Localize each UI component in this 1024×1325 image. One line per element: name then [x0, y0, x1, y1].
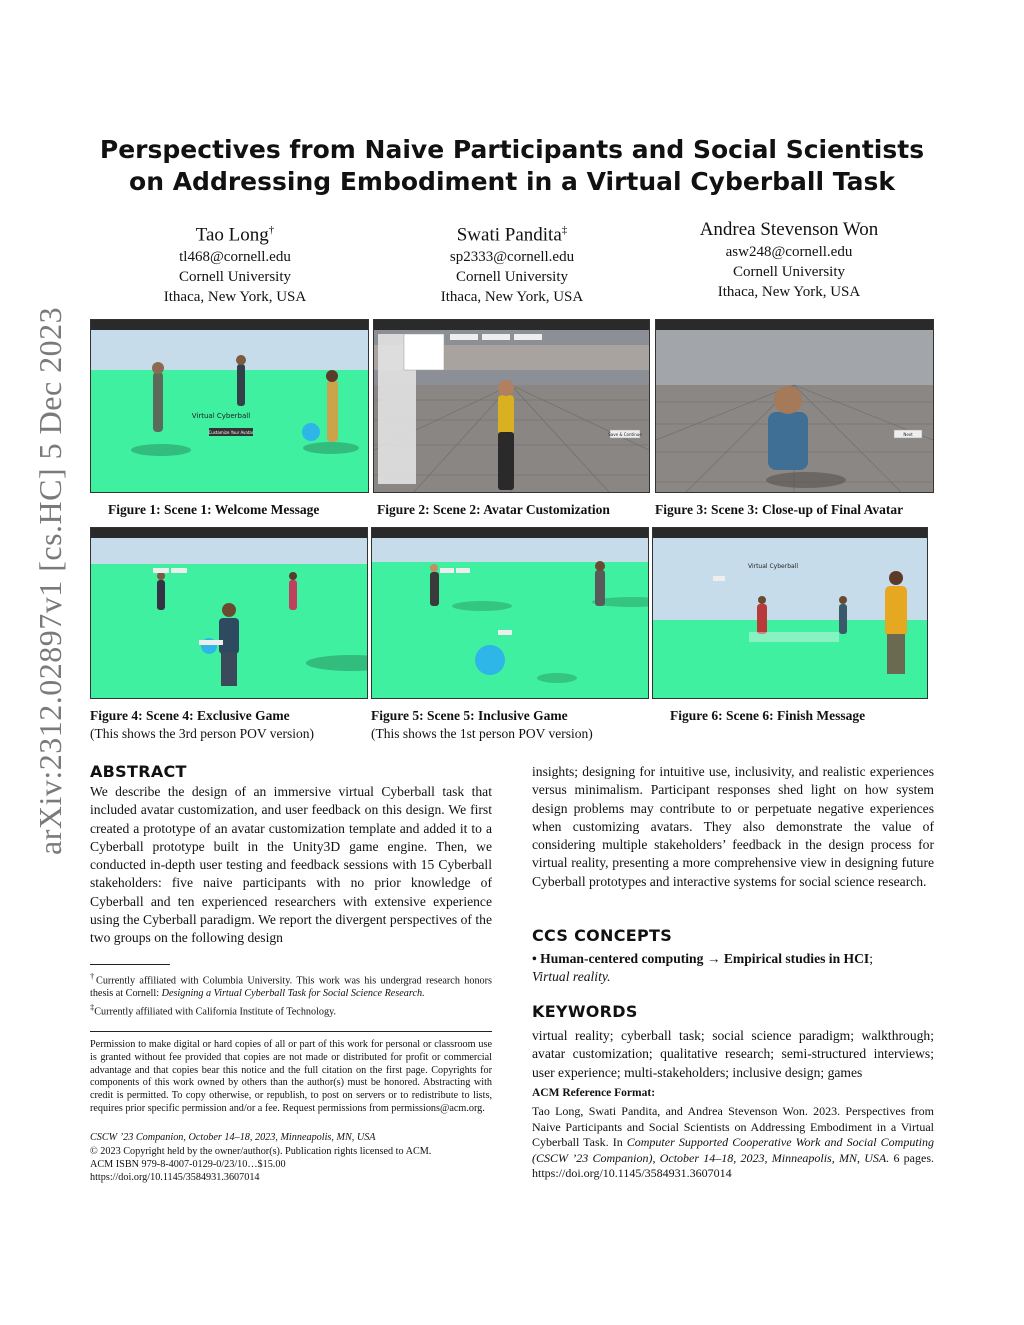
author-location: Ithaca, New York, USA — [717, 284, 861, 300]
copyright-line: © 2023 Copyright held by the owner/author(s). Publication rights licensed to ACM. — [90, 1146, 432, 1157]
figure-2-caption: Figure 2: Scene 2: Avatar Customization — [377, 502, 610, 517]
author-mark: ‡ — [561, 224, 568, 236]
fig3-ui-button: Next — [903, 432, 913, 437]
footnote-2: ‡Currently affiliated with California Institute of Technology. — [90, 1002, 337, 1018]
doi-line: https://doi.org/10.1145/3584931.3607014 — [90, 1172, 260, 1183]
ccs-concepts: • Human-centered computing → Empirical studies in HCI; Virtual reality. — [532, 951, 874, 985]
permission-notice: Permission to make digital or hard copies of all or part of this work for personal or classroom use is granted without fee provided that copies are not made or distributed for profit or commercial advantage and that copies bear this notice and the full citation on the first page. Copyrights for components of this work owned by others than the author(s) must be honored. Abstracting with credit is permitted. To copy otherwise, or republish, to post on servers or to redistribute to lists, requires prior specific permission and/or a fee. Request permissions from permissions@acm.org. — [90, 1039, 492, 1114]
fig1-ui-title: Virtual Cyberball — [191, 412, 251, 420]
figure-3-caption: Figure 3: Scene 3: Close-up of Final Avatar — [655, 502, 904, 517]
abstract-paragraph-1: We describe the design of an immersive virtual Cyberball task that included avatar customization, and user feedback on this design. We first created a prototype of an avatar customization template and added it to a Cyberball prototype built in the Unity3D game engine. Then, we conducted in-depth user testing and feedback sessions with 15 Cyberball stakeholders: five naive participants with no prior knowledge of Cyberball and ten experienced researchers with extensive experience using the Cyberball paradigm. We report the divergent perspectives of the two groups on the following design — [90, 784, 492, 946]
fig1-ui-button: Customize Your Avatar — [208, 430, 254, 435]
author-name: Andrea Stevenson Won — [699, 219, 879, 240]
author-affiliation: Cornell University — [178, 269, 292, 286]
figure-1-caption: Figure 1: Scene 1: Welcome Message — [108, 502, 320, 517]
author-email: sp2333@cornell.edu — [449, 249, 575, 266]
ccs-heading: CCS CONCEPTS — [532, 926, 673, 945]
author-1 — [100, 218, 370, 307]
figure-3-image — [655, 319, 934, 493]
author-email: tl468@cornell.edu — [179, 249, 291, 266]
venue-line: CSCW ’23 Companion, October 14–18, 2023, Minneapolis, MN, USA — [90, 1132, 376, 1143]
figure-4-caption: Figure 4: Scene 4: Exclusive Game (This shows the 3rd person POV version) — [90, 708, 314, 741]
fig2-ui-button: Save & Continue — [608, 432, 642, 437]
figure-4-image — [90, 527, 368, 699]
author-2 — [377, 218, 647, 307]
figure-5-image — [371, 527, 649, 699]
author-affiliation: Cornell University — [455, 269, 569, 286]
abstract-heading: ABSTRACT — [90, 762, 187, 781]
abstract-paragraph-2: insights; designing for intuitive use, inclusivity, and realistic experiences versus minimalism. Participant responses shed light on how system design problems may contribute to or perpetuate negative experiences when customizing avatars. They also demonstrate the value of considering multiple stakeholders’ feedback in the design process for virtual reality, presenting a more comprehensive view in designing future Cyberball prototypes and interactive systems for social science research. — [532, 764, 934, 889]
figure-1-image — [90, 319, 369, 493]
reference-text: Tao Long, Swati Pandita, and Andrea Stevenson Won. 2023. Perspectives from Naive Participants and Social Scientists on Addressing Embodiment in a Virtual Cyberball Task. In Computer Supported Cooperative Work and Social Computing (CSCW ’23 Companion), October 14–18, 2023, Minneapolis, MN, USA. 6 pages. https://doi.org/10.1145/3584931.3607014 — [532, 1104, 934, 1181]
isbn-line: ACM ISBN 979-8-4007-0129-0/23/10…$15.00 — [90, 1159, 286, 1170]
paper-title: Perspectives from Naive Participants and Social Scientists on Addressing Embodiment in a Virtual Cyberball Task — [99, 135, 925, 196]
footnote-rule — [90, 964, 170, 965]
arxiv-sidebar-id: arXiv:2312.02897v1 [cs.HC] 5 Dec 2023 — [32, 306, 68, 855]
figure-6-caption: Figure 6: Scene 6: Finish Message — [670, 708, 866, 723]
figure-5-caption: Figure 5: Scene 5: Inclusive Game (This shows the 1st person POV version) — [371, 708, 593, 741]
permission-rule — [90, 1031, 492, 1032]
author-location: Ithaca, New York, USA — [163, 289, 307, 306]
author-affiliation: Cornell University — [732, 264, 846, 280]
keywords-heading: KEYWORDS — [532, 1002, 638, 1021]
figure-6-image — [652, 527, 928, 699]
author-mark: † — [268, 224, 275, 236]
keywords-text: virtual reality; cyberball task; social science paradigm; walkthrough; avatar customization; qualitative research; semi-structured interviews; user experience; multi-stakeholders; inclusive design; games — [532, 1028, 934, 1080]
figure-2-image — [373, 319, 650, 493]
author-email: asw248@cornell.edu — [725, 244, 853, 260]
reference-heading: ACM Reference Format: — [532, 1087, 656, 1099]
author-name: Tao Long — [195, 224, 269, 246]
author-block — [100, 218, 924, 307]
fig6-ui-title: Virtual Cyberball — [747, 563, 799, 570]
author-3 — [654, 218, 924, 307]
author-location: Ithaca, New York, USA — [440, 289, 584, 306]
footnote-1: †Currently affiliated with Columbia University. This work was his undergrad research honors thesis at Cornell: Designing a Virtual Cyberball Task for Social Science Research. — [90, 971, 492, 1000]
author-name: Swati Pandita — [456, 224, 562, 246]
